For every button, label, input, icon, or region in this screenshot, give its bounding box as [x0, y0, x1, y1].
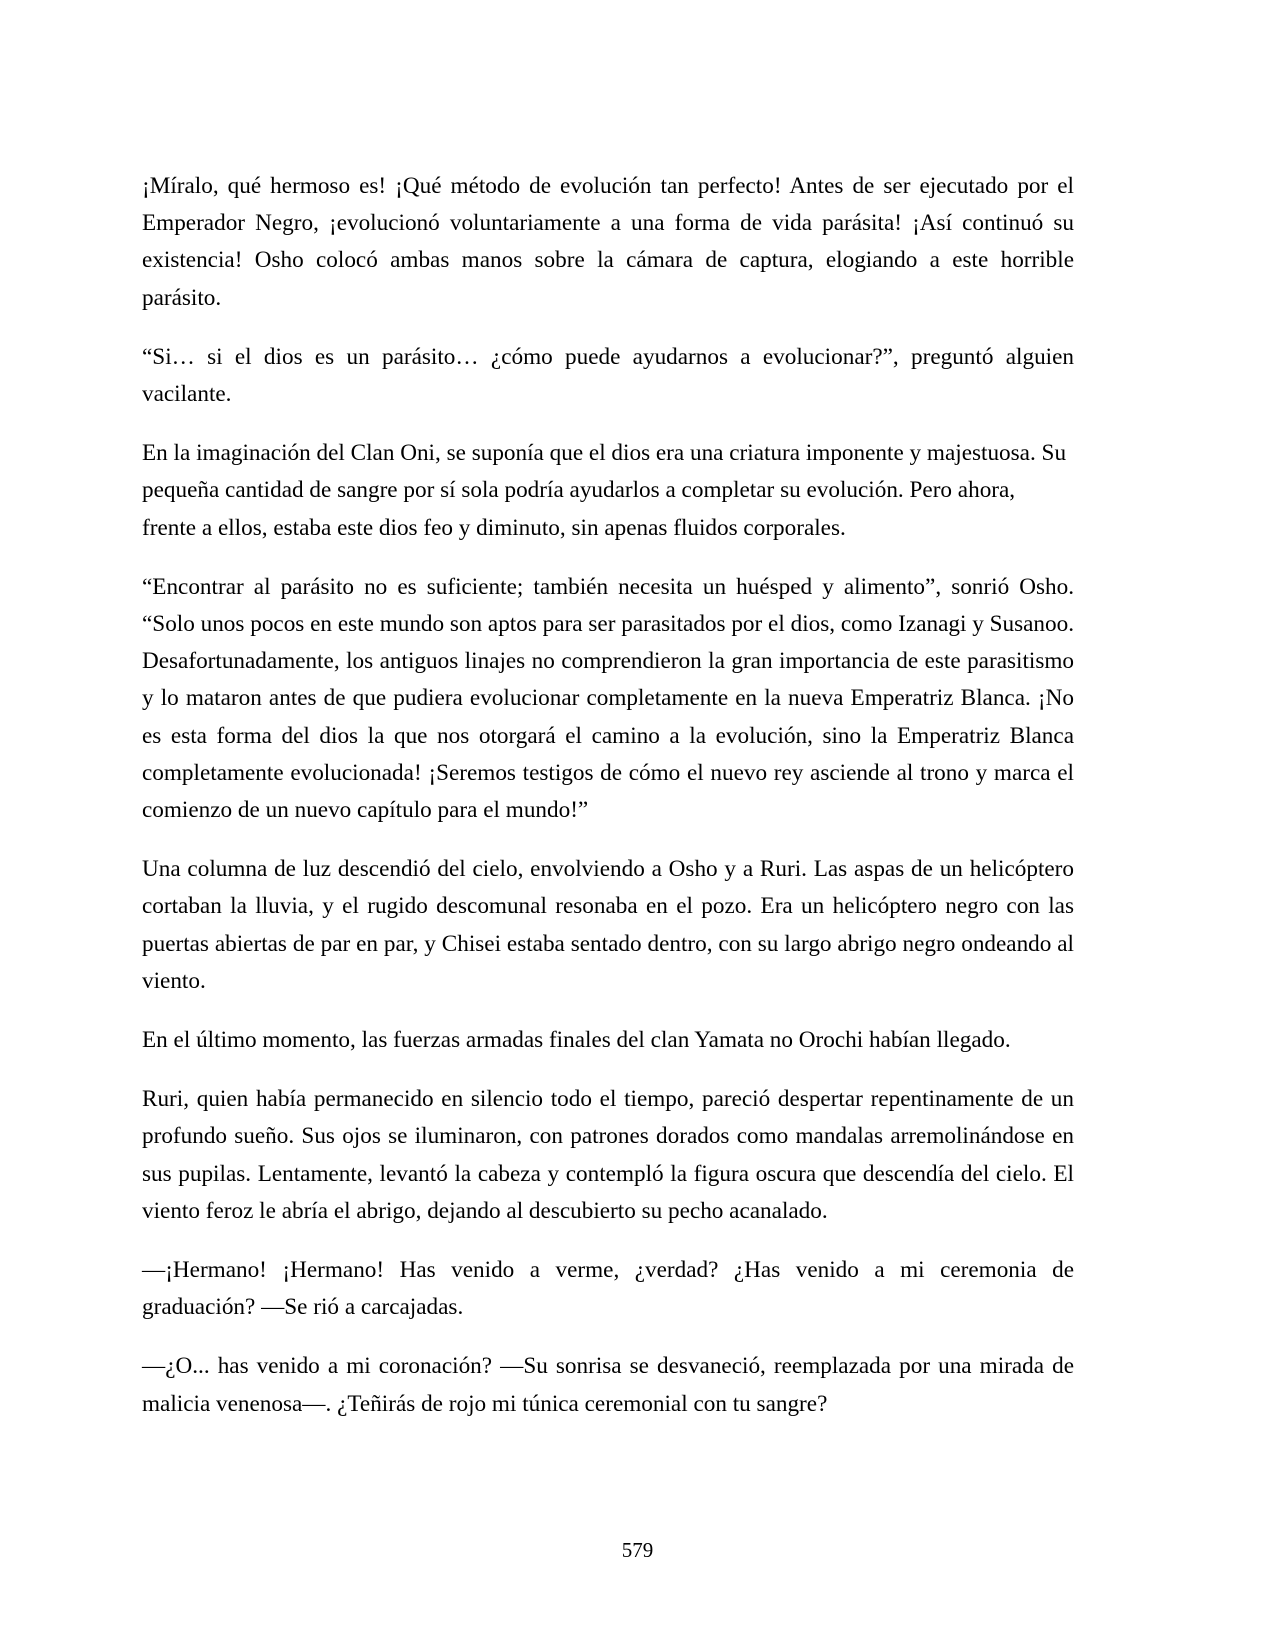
- paragraph: En la imaginación del Clan Oni, se suponía que el dios era una criatura imponente y majestuosa. Su pequeña cantidad de sangre por sí sola podría ayudarlos a completar su evolución. Pero ahora, frente a ellos, estaba este dios feo y diminuto, sin apenas fluidos corporales.: [142, 440, 1067, 541]
- body-text-column: [142, 168, 1074, 1423]
- paragraph: Ruri, quien había permanecido en silencio todo el tiempo, pareció despertar repentinamente de un profundo sueño. Sus ojos se iluminaron, con patrones dorados como mandalas arremolinándose en sus pupilas. Lentamente, levantó la cabeza y contempló la figura oscura que descendía del cielo. El viento feroz le abría el abrigo, dejando al descubierto su pecho acanalado.: [142, 1086, 1074, 1224]
- paragraph: —¿O... has venido a mi coronación? —Su sonrisa se desvaneció, reemplazada por una mirada de malicia venenosa—. ¿Teñirás de rojo mi túnica ceremonial con tu sangre?: [142, 1353, 1074, 1417]
- paragraph: “Si… si el dios es un parásito… ¿cómo puede ayudarnos a evolucionar?”, preguntó alguien vacilante.: [142, 343, 1074, 408]
- page-number: 579: [621, 1538, 654, 1562]
- paragraph: En el último momento, las fuerzas armadas finales del clan Yamata no Orochi habían llegado.: [142, 1027, 1011, 1054]
- paragraph: Una columna de luz descendió del cielo, envolviendo a Osho y a Ruri. Las aspas de un helicóptero cortaban la lluvia, y el rugido descomunal resonaba en el pozo. Era un helicóptero negro con las puertas abiertas de par en par, y Chisei estaba sentado dentro, con su largo abrigo negro ondeando al viento.: [142, 856, 1074, 994]
- paragraph: “Encontrar al parásito no es suficiente; también necesita un huésped y alimento”, sonrió Osho. “Solo unos pocos en este mundo son aptos para ser parasitados por el dios, como Izanagi y Susanoo. Desafortunadamente, los antiguos linajes no comprendieron la gran importancia de este parasitismo y lo mataron antes de que pudiera evolucionar completamente en la nueva Emperatriz Blanca. ¡No es esta forma del dios la que nos otorgará el camino a la evolución, sino la Emperatriz Blanca completamente evolucionada! ¡Seremos testigos de cómo el nuevo rey asciende al trono y marca el comienzo de un nuevo capítulo para el mundo!”: [142, 573, 1074, 824]
- paragraph: ¡Míralo, qué hermoso es! ¡Qué método de evolución tan perfecto! Antes de ser ejecutado por el Emperador Negro, ¡evolucionó voluntariamente a una forma de vida parásita! ¡Así continuó su existencia! Osho colocó ambas manos sobre la cámara de captura, elogiando a este horrible parásito.: [142, 173, 1074, 311]
- paragraph: —¡Hermano! ¡Hermano! Has venido a verme, ¿verdad? ¿Has venido a mi ceremonia de graduación? —Se rió a carcajadas.: [142, 1257, 1074, 1321]
